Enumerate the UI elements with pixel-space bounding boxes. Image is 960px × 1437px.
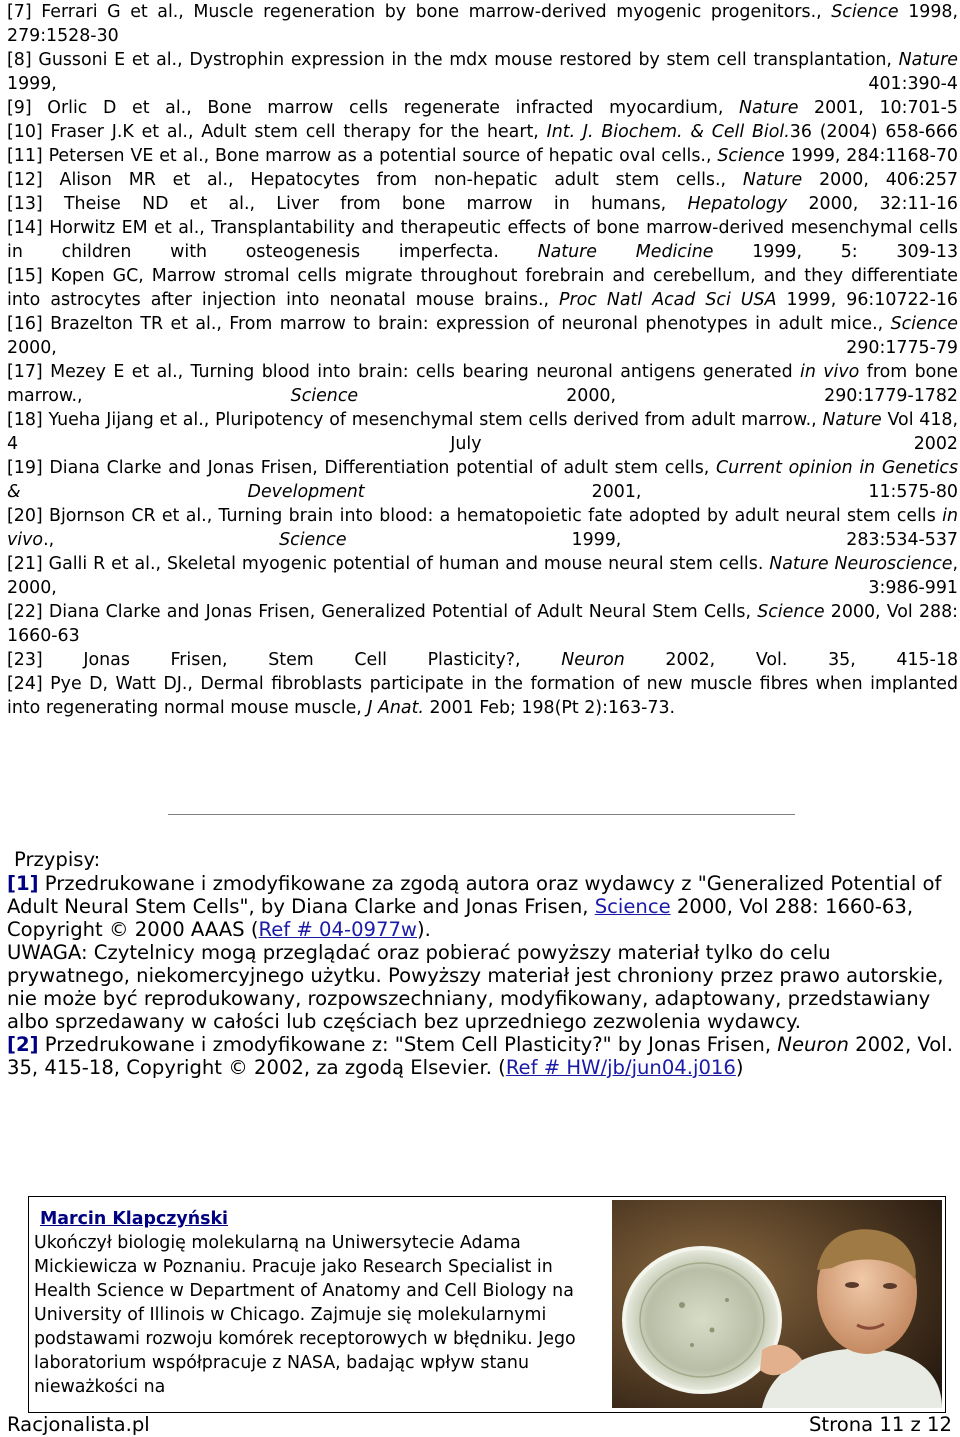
footnote-1: [1] Przedrukowane i zmodyfikowane za zgodą autora oraz wydawcy z "Generalized Potential of Adult Neural Stem Cells", by Diana Clarke and Jonas Frisen, Science 2000, Vol 288: 1660-63, Copyright © 2000 AAAS (Ref # 04-0977w).	[7, 872, 942, 941]
copyright-warning: UWAGA: Czytelnicy mogą przeglądać oraz pobierać powyższy materiał tylko do celu prywatnego, niekomercyjnego użytku. Powyższy materiał jest chroniony przez prawo autorskie, nie może być reprodukowany, rozpowszechniany, modyfikowany, adaptowany, przedstawiany albo sprzedawany w całości lub częściach bez uprzedniego zezwolenia wydawcy.	[7, 941, 944, 1033]
reference-item: [24] Pye D, Watt DJ., Dermal fibroblasts participate in the formation of new muscle fibres when implanted into regenerating normal mouse muscle, J Anat. 2001 Feb; 198(Pt 2):163-73.	[7, 674, 958, 718]
reference-item: [14] Horwitz EM et al., Transplantability and therapeutic effects of bone marrow-derived mesenchymal cells in children with osteogenesis imperfecta. Nature Medicine 1999, 5: 309-13	[7, 218, 959, 262]
reference-item: [22] Diana Clarke and Jonas Frisen, Generalized Potential of Adult Neural Stem Cells, Science 2000, Vol 288: 1660-63	[7, 602, 958, 646]
reference-item: [12] Alison MR et al., Hepatocytes from non-hepatic adult stem cells., Nature 2000, 406:257	[7, 170, 958, 190]
reference-item: [8] Gussoni E et al., Dystrophin expression in the mdx mouse restored by stem cell transplantation, Nature 1999, 401:390-4	[7, 50, 958, 94]
footer-page-number: Strona 11 z 12	[809, 1413, 952, 1436]
author-bio	[34, 1207, 594, 1399]
footnote-2: [2] Przedrukowane i zmodyfikowane z: "Stem Cell Plasticity?" by Jonas Frisen, Neuron 2002, Vol. 35, 415-18, Copyright © 2002, za zgodą Elsevier. (Ref # HW/jb/jun04.j016)	[7, 1033, 953, 1079]
reference-item: [15] Kopen GC, Marrow stromal cells migrate throughout forebrain and cerebellum, and they differentiate into astrocytes after injection into neonatal mouse brains., Proc Natl Acad Sci USA 1999, 96:10722-16	[7, 266, 958, 310]
reference-item: [23] Jonas Frisen, Stem Cell Plasticity?, Neuron 2002, Vol. 35, 415-18	[7, 650, 959, 670]
reference-item: [19] Diana Clarke and Jonas Frisen, Differentiation potential of adult stem cells, Current opinion in Genetics & Development 2001, 11:575-80	[7, 458, 958, 502]
science-journal-link[interactable]: Science	[594, 895, 671, 918]
author-bio-box	[28, 1196, 946, 1413]
reference-item: [20] Bjornson CR et al., Turning brain into blood: a hematopoietic fate adopted by adult neural stem cells in vivo., Science 1999, 283:534-537	[7, 506, 958, 550]
reference-item: [7] Ferrari G et al., Muscle regeneration by bone marrow-derived myogenic progenitors., Science 1998, 279:1528-30	[7, 2, 958, 46]
reference-item: [13] Theise ND et al., Liver from bone marrow in humans, Hepatology 2000, 32:11-16	[7, 194, 958, 214]
page-footer	[7, 1413, 952, 1437]
reference-item: [17] Mezey E et al., Turning blood into brain: cells bearing neuronal antigens generated in vivo from bone marrow., Science 2000, 290:1779-1782	[7, 362, 958, 406]
author-name-link[interactable]: Marcin Klapczyński	[40, 1209, 228, 1229]
author-bio-text: Ukończył biologię molekularną na Uniwersytecie Adama Mickiewicza w Poznaniu. Pracuje jako Research Specialist in Health Science w Department of Anatomy and Cell Biology na University of Illinois w Chicago. Zajmuje się molekularnymi podstawami rozwoju komórek receptorowych w błędniku. Jego laboratorium współpracuje z NASA, badając wpływ stanu nieważkości na	[34, 1233, 576, 1397]
footer-site: Racjonalista.pl	[7, 1413, 150, 1436]
reference-list	[7, 0, 958, 720]
reference-item: [16] Brazelton TR et al., From marrow to brain: expression of neuronal phenotypes in adult mice., Science 2000, 290:1775-79	[7, 314, 958, 358]
reference-item: [10] Fraser J.K et al., Adult stem cell therapy for the heart, Int. J. Biochem. & Cell Biol.36 (2004) 658-666	[7, 122, 958, 142]
reference-item: [18] Yueha Jijang et al., Pluripotency of mesenchymal stem cells derived from adult marrow., Nature Vol 418, 4 July 2002	[7, 410, 958, 454]
footnote-1-marker[interactable]: [1]	[7, 872, 39, 895]
footnotes-heading: Przypisy:	[14, 848, 101, 871]
reference-item: [11] Petersen VE et al., Bone marrow as a potential source of hepatic oval cells., Science 1999, 284:1168-70	[7, 146, 958, 166]
footnotes	[7, 848, 958, 1079]
footnote-2-marker[interactable]: [2]	[7, 1033, 39, 1056]
reference-item: [21] Galli R et al., Skeletal myogenic potential of human and mouse neural stem cells. Nature Neuroscience, 2000, 3:986-991	[7, 554, 958, 598]
ref-link-1[interactable]: Ref # 04-0977w	[258, 918, 417, 941]
section-divider	[168, 814, 795, 815]
reference-item: [9] Orlic D et al., Bone marrow cells regenerate infracted myocardium, Nature 2001, 10:701-5	[7, 98, 958, 118]
author-photo	[612, 1200, 942, 1408]
ref-link-2[interactable]: Ref # HW/jb/jun04.j016	[505, 1056, 736, 1079]
